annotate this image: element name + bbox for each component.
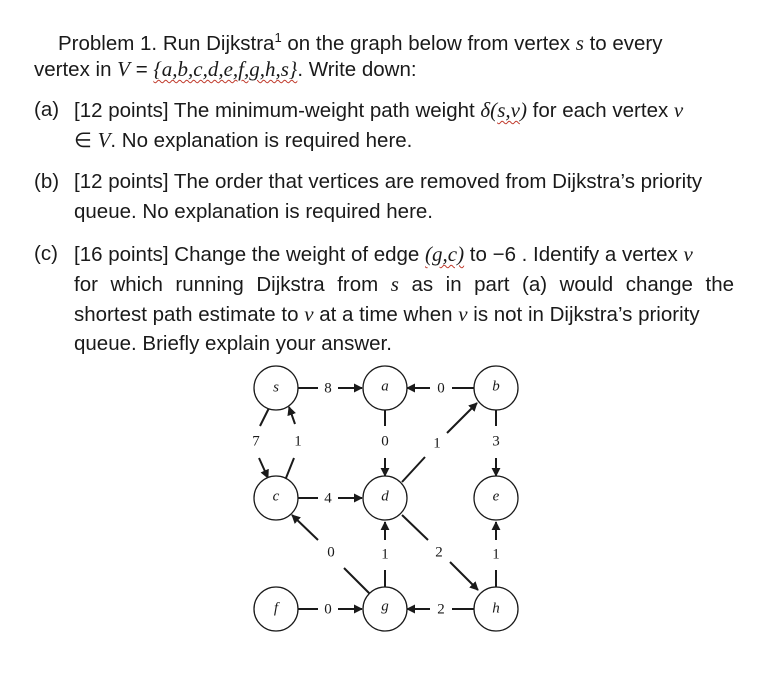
vertex-var: v (304, 302, 314, 326)
edge-d-h-head (450, 562, 478, 590)
part-c-text-2: for which running Dijkstra from (74, 273, 391, 296)
part-c-text-cont: to −6 . Identify a vertex (464, 243, 684, 266)
problem-intro-cont: on the graph below from vertex (281, 31, 576, 55)
delta-symbol: δ( (480, 98, 498, 122)
problem-intro-end: to every (583, 31, 663, 55)
edge-s-c-head (259, 458, 268, 478)
part-a-text-end: . No explanation is required here. (110, 129, 413, 152)
weight-c-d: 4 (324, 490, 332, 507)
part-c-text-3-end: is not in Dijkstra’s priority (467, 303, 700, 326)
weight-h-e: 1 (492, 546, 500, 563)
vertex-e-label: e (492, 488, 500, 505)
weight-c-s: 1 (294, 433, 302, 450)
part-c-label: (c) (34, 242, 58, 265)
weight-s-c: 7 (252, 433, 260, 450)
vertex-set-symbol: V (117, 57, 130, 81)
vertex-var: v (683, 242, 693, 266)
weight-h-g: 2 (437, 601, 445, 618)
edge-gc: (g,c) (425, 242, 465, 266)
edge-c-s-head (289, 407, 295, 424)
vertex-f-label: f (273, 600, 279, 617)
delta-args: s,v (497, 98, 520, 122)
part-c-line-4: queue. Briefly explain your answer. (74, 332, 392, 355)
weight-b-a: 0 (437, 380, 445, 397)
problem-text-end: . Write down: (297, 58, 417, 81)
part-c-text-3-mid: at a time when (313, 303, 459, 326)
edge-g-c-tail (344, 568, 370, 594)
weight-b-e: 3 (492, 433, 500, 450)
weight-g-d: 1 (381, 546, 389, 563)
part-a-text-cont: for each vertex (526, 99, 674, 122)
part-b-line-1: [12 points] The order that vertices are removed from Dijkstra’s priority (74, 170, 703, 193)
delta-close: ) (519, 98, 527, 122)
source-vertex: s (575, 30, 584, 55)
edge-d-h-tail (402, 515, 428, 540)
vertex-d-label: d (381, 488, 389, 505)
vertex-s-label: s (273, 379, 279, 396)
vertex-a-label: a (381, 378, 389, 395)
vertex-var: v (673, 98, 684, 122)
part-c-text-3: shortest path estimate to (74, 303, 305, 326)
weight-s-a: 8 (324, 380, 332, 397)
weight-a-d: 0 (381, 433, 389, 450)
vertex-var: v (458, 302, 468, 326)
edge-c-s-tail (286, 458, 294, 478)
problem-intro: Problem 1. Run Dijkstra (58, 31, 275, 55)
part-b-line-2: queue. No explanation is required here. (74, 200, 433, 223)
problem-text: vertex in (34, 58, 118, 81)
part-a-text: [12 points] The minimum-weight path weight (74, 99, 481, 122)
vertex-set-symbol: V (97, 128, 111, 152)
equals-sign: = (130, 58, 154, 81)
vertex-g-label: g (381, 598, 389, 615)
weight-d-b: 1 (433, 435, 441, 452)
vertex-c-label: c (272, 488, 280, 505)
weight-d-h: 2 (435, 544, 443, 561)
edge-g-c-head (292, 515, 318, 540)
part-c-text: [16 points] Change the weight of edge (74, 243, 426, 266)
vertex-b-label: b (492, 378, 500, 395)
footnote-mark: 1 (274, 30, 282, 45)
edge-d-b-tail (402, 457, 425, 482)
part-a-label: (a) (34, 98, 60, 121)
weight-g-c: 0 (327, 544, 335, 561)
vertex-set: {a,b,c,d,e,f,g,h,s} (153, 57, 298, 81)
edge-d-b-head (447, 403, 477, 433)
weight-f-g: 0 (324, 601, 332, 618)
source-vertex: s (390, 272, 399, 296)
part-c-text-2-end: as in part (a) would change the (398, 273, 734, 296)
vertex-h-label: h (492, 600, 500, 617)
part-b-label: (b) (34, 170, 60, 193)
element-of: ∈ (74, 129, 98, 152)
